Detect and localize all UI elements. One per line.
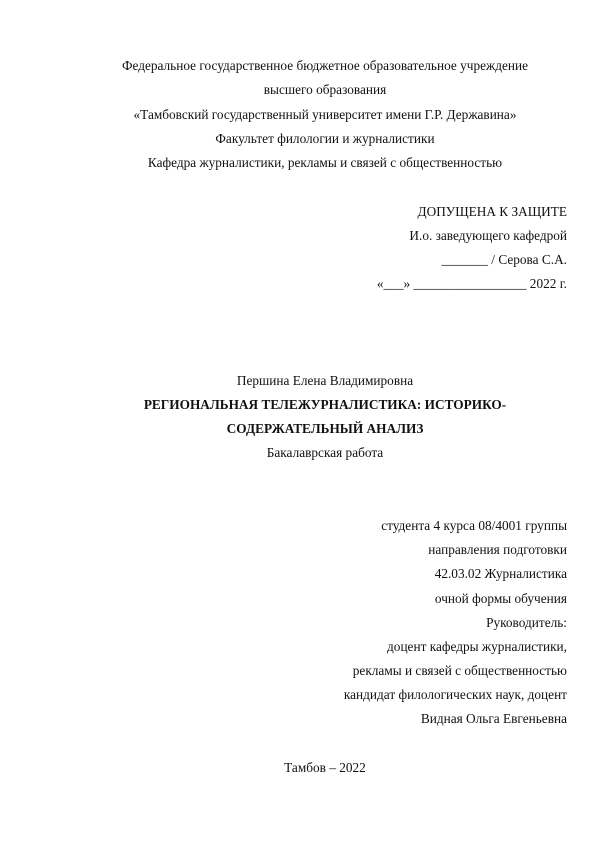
city-year: Тамбов – 2022 xyxy=(284,760,366,775)
approval-title: ДОПУЩЕНА К ЗАЩИТЕ xyxy=(417,204,567,219)
study-direction: 42.03.02 Журналистика xyxy=(434,566,567,581)
supervisor-name: Видная Ольга Евгеньевна xyxy=(420,711,567,726)
thesis-title-line-2: СОДЕРЖАТЕЛЬНЫЙ АНАЛИЗ xyxy=(226,421,424,436)
supervisor-department: рекламы и связей с общественностью xyxy=(352,663,567,678)
supervisor-degree: кандидат филологических наук, доцент xyxy=(343,687,567,702)
university-name: «Тамбовский государственный университет имени Г.Р. Державина» xyxy=(133,107,517,122)
study-form: очной формы обучения xyxy=(434,591,567,606)
department-name: Кафедра журналистики, рекламы и связей с общественностью xyxy=(147,155,503,170)
approval-date: «___» _________________ 2022 г. xyxy=(376,276,567,291)
author-name: Першина Елена Владимировна xyxy=(236,373,414,388)
student-course: студента 4 курса 08/4001 группы xyxy=(381,518,567,533)
approval-position: И.о. заведующего кафедрой xyxy=(409,228,567,243)
approval-signature: _______ / Серова С.А. xyxy=(441,252,567,267)
work-type: Бакалаврская работа xyxy=(266,445,384,460)
supervisor-position: доцент кафедры журналистики, xyxy=(387,639,567,654)
supervisor-label: Руководитель: xyxy=(486,615,567,630)
faculty-name: Факультет филологии и журналистики xyxy=(215,131,435,146)
study-direction-label: направления подготовки xyxy=(428,542,567,557)
thesis-title-line-1: РЕГИОНАЛЬНАЯ ТЕЛЕЖУРНАЛИСТИКА: ИСТОРИКО- xyxy=(143,397,507,412)
education-level: высшего образования xyxy=(263,82,387,97)
institution-type: Федеральное государственное бюджетное образовательное учреждение xyxy=(121,58,528,73)
